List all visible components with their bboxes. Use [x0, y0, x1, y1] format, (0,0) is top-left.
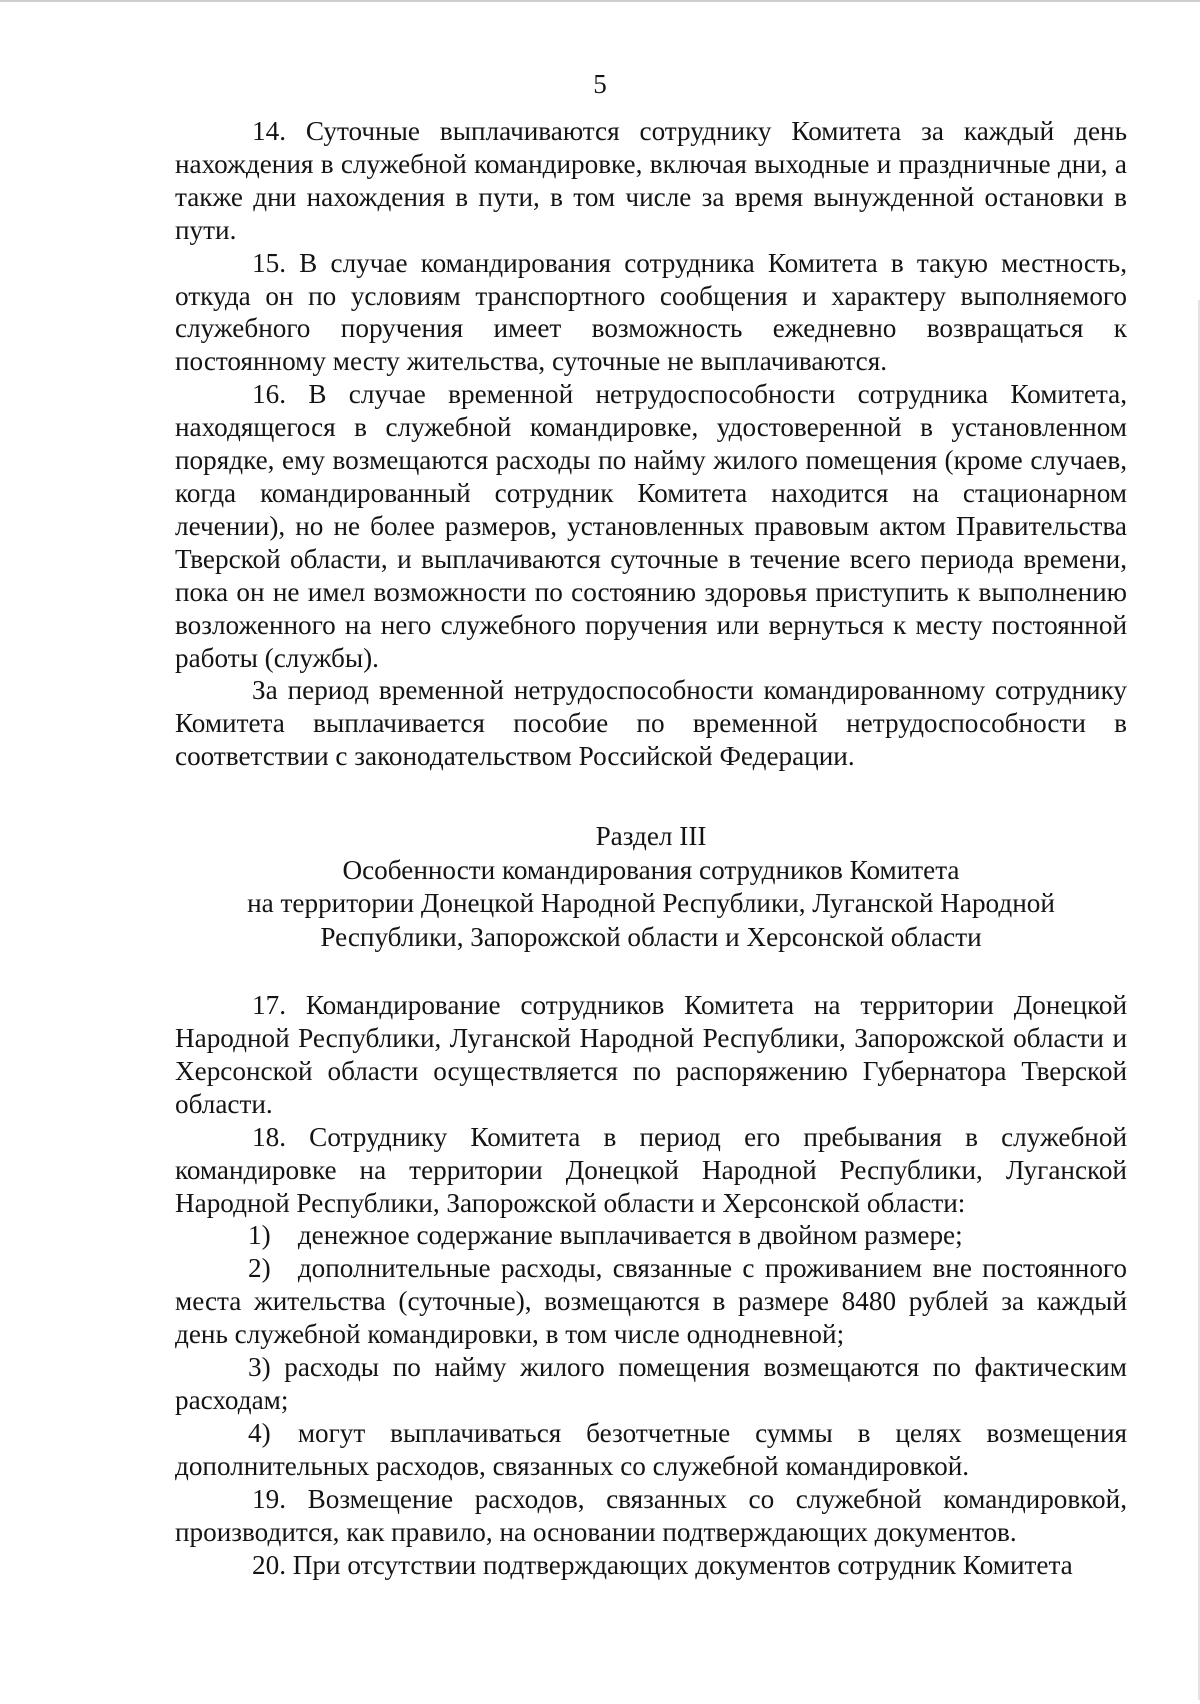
paragraph-16-continuation: За период временной нетрудоспособности командированному сотруднику Комитета выплачивается пособие по временной нетрудоспособности в соответствии с законодательством Российской Федерации. — [175, 675, 1127, 772]
section-title: Раздел III — [595, 821, 707, 852]
paragraph-20: 20. При отсутствии подтверждающих документов сотрудник Комитета — [252, 1549, 1073, 1580]
scan-edge-top — [0, 0, 1200, 2]
section-subtitle-line-2: на территории Донецкой Народной Республики, Луганской Народной — [247, 888, 1055, 919]
section-subtitle-line-1: Особенности командирования сотрудников Комитета — [342, 854, 960, 885]
section-header — [150, 820, 1152, 954]
page-number: 5 — [593, 69, 607, 99]
list-item-2: 2) дополнительные расходы, связанные с проживанием вне постоянного места жительства (суточные), возмещаются в размере 8480 рублей за каждый день служебной командировки, в том числе однодневной; — [175, 1253, 1127, 1350]
list-item-4: 4) могут выплачиваться безотчетные суммы в целях возмещения дополнительных расходов, связанных со служебной командировкой. — [175, 1417, 1127, 1481]
list-item-3: 3) расходы по найму жилого помещения возмещаются по фактическим расходам; — [175, 1352, 1127, 1415]
list-item-1: 1) денежное содержание выплачивается в двойном размере; — [248, 1220, 963, 1251]
paragraph-14: 14. Суточные выплачиваются сотруднику Комитета за каждый день нахождения в служебной командировке, включая выходные и праздничные дни, а также дни нахождения в пути, в том числе за время вынужденной остановки в пути. — [175, 116, 1127, 245]
section-subtitle-line-3: Республики, Запорожской области и Херсонской области — [320, 921, 982, 952]
document-body — [175, 115, 1127, 1581]
paragraph-17: 17. Командирование сотрудников Комитета на территории Донецкой Народной Республики, Луганской Народной Республики, Запорожской области и Херсонской области осуществляется по распоряжению Губернатора Тверской области. — [175, 990, 1127, 1119]
paragraph-18: 18. Сотруднику Комитета в период его пребывания в служебной командировке на территории Донецкой Народной Республики, Луганской Народной Республики, Запорожской области и Херсонской области: — [175, 1121, 1127, 1218]
paragraph-19: 19. Возмещение расходов, связанных со служебной командировкой, производится, как правило, на основании подтверждающих документов. — [175, 1483, 1127, 1547]
paragraph-15: 15. В случае командирования сотрудника Комитета в такую местность, откуда он по условиям транспортного сообщения и характеру выполняемого служебного поручения имеет возможность ежедневно возвращаться к постоянному месту жительства, суточные не выплачиваются. — [175, 247, 1127, 377]
paragraph-16: 16. В случае временной нетрудоспособности сотрудника Комитета, находящегося в служебной командировке, удостоверенной в установленном порядке, ему возмещаются расходы по найму жилого помещения (кроме случаев, когда командированный сотрудник Комитета находится на стационарном лечении), но не более размеров, установленных правовым актом Правительства Тверской области, и выплачиваются суточные в течение всего периода времени, пока он не имел возможности по состоянию здоровья приступить к выполнению возложенного на него служебного поручения или вернуться к месту постоянной работы (службы). — [175, 379, 1127, 673]
